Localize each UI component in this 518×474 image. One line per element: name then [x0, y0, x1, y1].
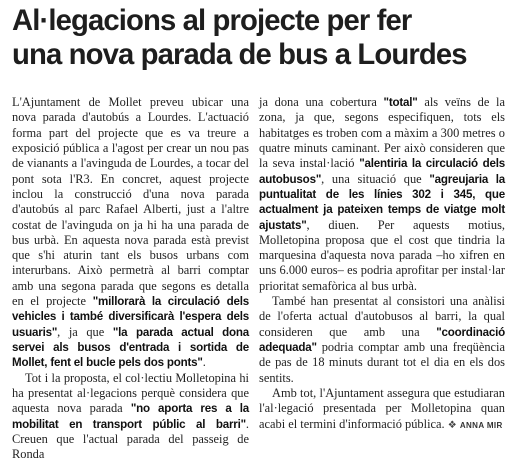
body-text: ja dona una cobertura	[259, 95, 384, 109]
right-column	[259, 95, 505, 433]
body-text: L'Ajuntament de Mollet preveu ubicar una nova parada d'autobús a Lourdes. L'actuació forma part del projecte que es va treure a exposició pública a l'agost per crear un nou pas de vianants a l'avinguda de Lourdes, a tocar del pont sota l'R3. En concret, aquest projecte inclou la construcció d'una nova parada d'autobús al parc Rafael Alberti, just a l'altre costat de l'avinguda on ja hi ha una parada de bus urbà. En aquesta nova parada està previst que s'hi aturin tant els busos urbans com interurbans. Això permetrà al barri comptar amb una segona parada que segons es detalla en el projecte	[12, 95, 249, 309]
quote-highlight: "coordinació adequada"	[259, 325, 505, 354]
body-paragraph-1	[12, 95, 249, 371]
quote-highlight: "alentiria la circulació dels autobusos"	[259, 157, 505, 186]
quote-highlight: "total"	[383, 96, 418, 109]
headline-line-2: una nova parada de bus a Lourdes	[12, 38, 467, 71]
body-text: Amb tot, l'Ajuntament assegura que estudiaran l'al·legació presentada per Molletopina quan acabi el termini d'informació pública.	[259, 385, 505, 431]
body-paragraph-4	[259, 294, 505, 386]
quote-highlight: "la parada actual dona servei als busos d'entrada i sortida de Mollet, fent el bucle pels dos ponts"	[12, 325, 249, 370]
body-text: Tot i la proposta, el col·lectiu Molletopina hi ha presentat al·legacions perquè considera que aquesta nova parada	[12, 370, 249, 416]
body-text: , una situació que	[321, 171, 430, 186]
body-text: .	[202, 355, 206, 370]
quote-highlight: "agreujaria la puntualitat de les línies 302 i 345, que actualment ja pateixen temps de viatge molt ajustats"	[259, 172, 505, 232]
author-signature: ANNA MIR	[459, 420, 503, 430]
body-text: . Creuen que l'actual parada del passeig de Ronda	[12, 416, 249, 462]
end-mark-icon: ❖	[447, 419, 457, 431]
headline-line-1: Al·legacions al projecte per fer	[12, 4, 412, 37]
body-text: , ja que	[57, 324, 113, 339]
quote-highlight: "no aporta res a la mobilitat en transport públic al barri"	[12, 402, 249, 431]
body-text: També han presentat al consistori una anàlisi de l'oferta actual d'autobusos al barri, la qual consideren que amb una	[259, 294, 505, 339]
body-text: als veïns de la zona, ja que, segons especifiquen, tots els habitatges es troben com a màxim a 300 metres o quatre minuts caminant. Per això consideren que la seva instal·lació	[259, 95, 505, 171]
body-paragraph-3	[259, 95, 505, 294]
body-paragraph-5	[259, 386, 505, 433]
body-text: , diuen. Per aquests motius, Molletopina proposa que el cost que tindria la marquesina d'aquesta nova parada –ho xifren en uns 6.000 euros– es podria aprofitar per instal·lar prioritat semafòrica al bus urbà.	[259, 217, 505, 293]
left-column	[12, 95, 249, 463]
body-text: podria comptar amb una freqüència de pas de 18 minuts durant tot el dia en els dos sentits.	[259, 340, 505, 385]
body-paragraph-2	[12, 371, 249, 463]
headline	[12, 4, 504, 72]
quote-highlight: "millorarà la circulació dels vehicles i també diversificarà l'espera dels usuaris"	[12, 295, 249, 339]
